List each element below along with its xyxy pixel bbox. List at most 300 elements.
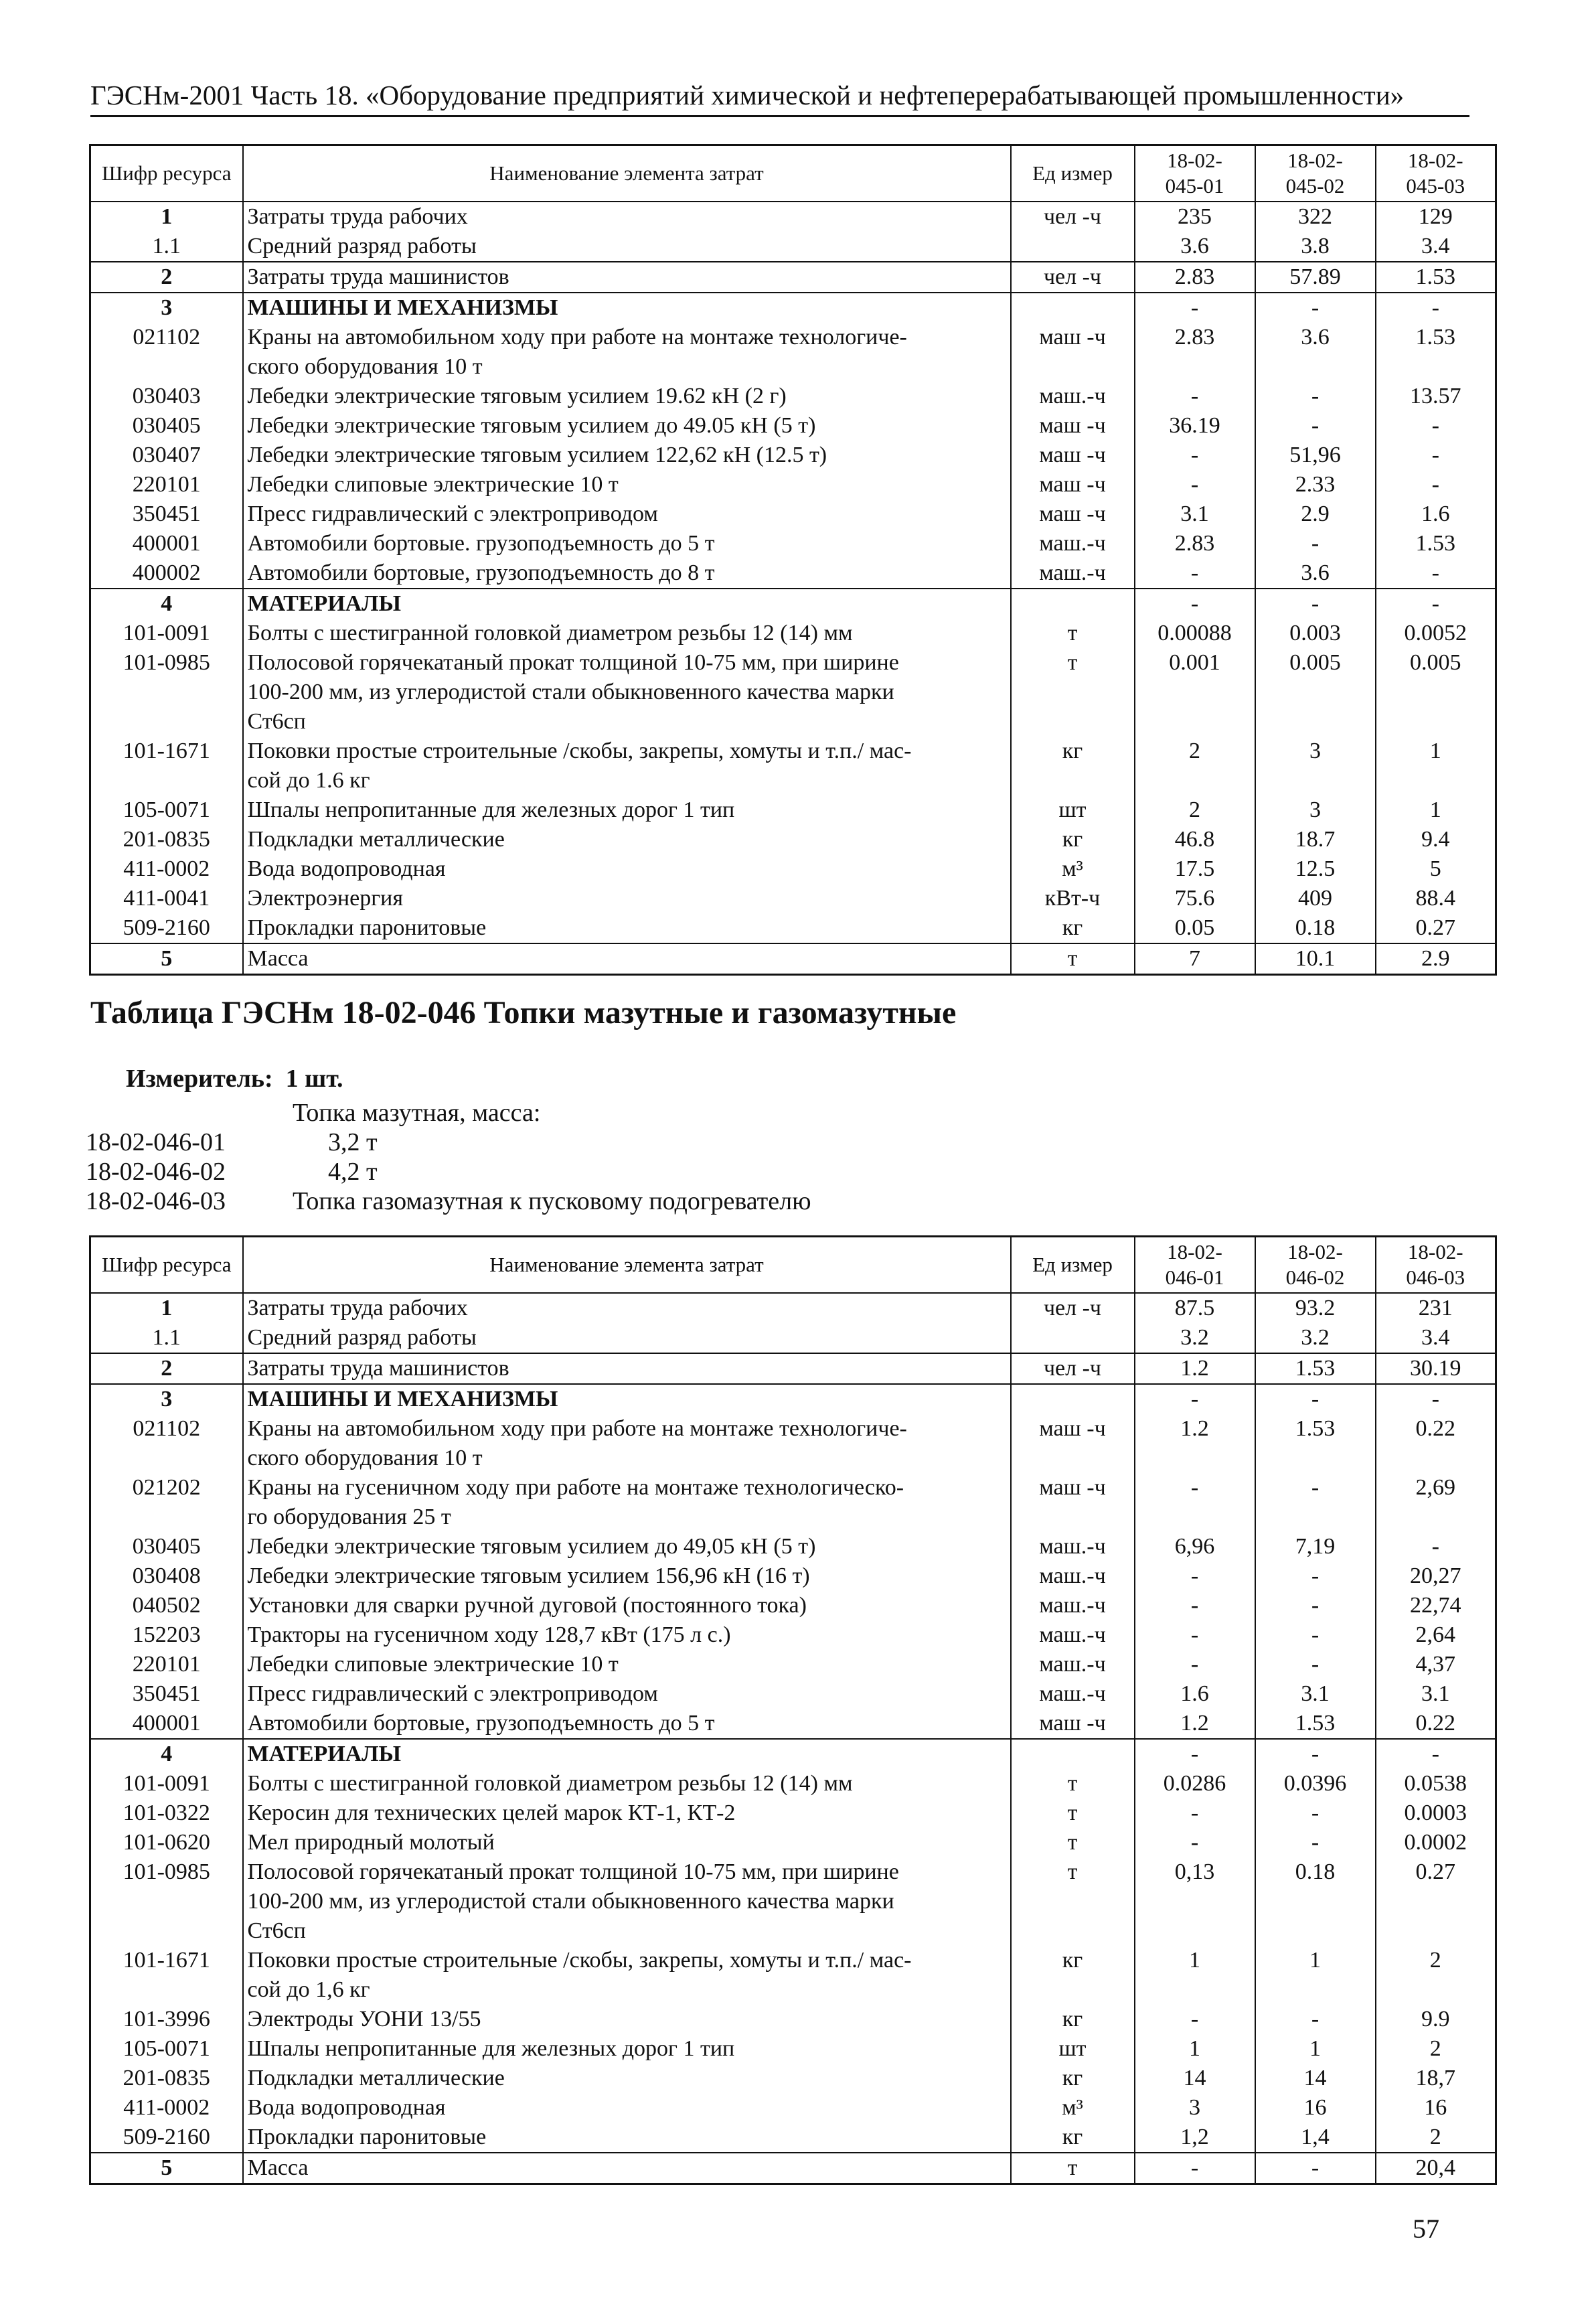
value-cell bbox=[1255, 1916, 1376, 1946]
table-row bbox=[90, 1414, 1496, 1444]
value-cell: 3.1 bbox=[1376, 1679, 1496, 1709]
table-row bbox=[90, 825, 1496, 854]
cost-element-name: Полосовой горячекатаный прокат толщиной 10-75 мм, при ширине bbox=[243, 648, 1011, 678]
cost-element-name: Шпалы непропитанные для железных дорог 1 тип bbox=[243, 2034, 1011, 2064]
table-row bbox=[90, 2123, 1496, 2153]
cost-element-name: Подкладки металлические bbox=[243, 2064, 1011, 2093]
resource-code: 101-0091 bbox=[90, 619, 243, 648]
resource-code: 400001 bbox=[90, 1709, 243, 1739]
table-row bbox=[90, 1916, 1496, 1946]
value-cell bbox=[1376, 1916, 1496, 1946]
value-cell: - bbox=[1135, 1650, 1255, 1679]
table-row bbox=[90, 1591, 1496, 1620]
table-row bbox=[90, 619, 1496, 648]
value-cell: - bbox=[1255, 1650, 1376, 1679]
cost-element-name: Электроэнергия bbox=[243, 884, 1011, 913]
cost-element-name: Установки для сварки ручной дуговой (постоянного тока) bbox=[243, 1591, 1011, 1620]
cost-element-name: Краны на автомобильном ходу при работе на монтаже технологиче- bbox=[243, 323, 1011, 352]
value-cell: - bbox=[1135, 441, 1255, 470]
cost-element-name: Мел природный молотый bbox=[243, 1828, 1011, 1857]
resource-code: 2 bbox=[90, 262, 243, 293]
col-head-1: 18-02- 045-01 bbox=[1135, 145, 1255, 202]
value-cell: 0.18 bbox=[1255, 1857, 1376, 1887]
resource-code: 400001 bbox=[90, 529, 243, 558]
value-cell: 0.003 bbox=[1255, 619, 1376, 648]
resource-code: 220101 bbox=[90, 470, 243, 500]
resource-code: 040502 bbox=[90, 1591, 243, 1620]
resource-code: 101-0091 bbox=[90, 1769, 243, 1798]
value-cell bbox=[1255, 1887, 1376, 1916]
variant-code: 18-02-046-02 bbox=[86, 1158, 226, 1186]
value-cell: 22,74 bbox=[1376, 1591, 1496, 1620]
value-cell: - bbox=[1255, 1798, 1376, 1828]
resource-code: 5 bbox=[90, 943, 243, 975]
cost-element-name: Краны на автомобильном ходу при работе на монтаже технологиче- bbox=[243, 1414, 1011, 1444]
value-cell: - bbox=[1135, 470, 1255, 500]
value-cell: 7,19 bbox=[1255, 1532, 1376, 1561]
unit-cell: т bbox=[1011, 943, 1135, 975]
value-cell: 18,7 bbox=[1376, 2064, 1496, 2093]
value-cell: 1.53 bbox=[1255, 1414, 1376, 1444]
cost-element-name: Поковки простые строительные /скобы, закрепы, хомуты и т.п./ мас- bbox=[243, 737, 1011, 766]
cost-element-name: Болты с шестигранной головкой диаметром резьбы 12 (14) мм bbox=[243, 1769, 1011, 1798]
table-row bbox=[90, 232, 1496, 262]
value-cell bbox=[1376, 1975, 1496, 2005]
value-cell: 1.53 bbox=[1376, 323, 1496, 352]
value-cell: 0.00088 bbox=[1135, 619, 1255, 648]
cost-element-name: Средний разряд работы bbox=[243, 1323, 1011, 1353]
col-head-code: Шифр ресурса bbox=[90, 1237, 243, 1294]
value-cell: - bbox=[1135, 589, 1255, 619]
unit-cell bbox=[1011, 293, 1135, 323]
resource-code: 411-0002 bbox=[90, 854, 243, 884]
cost-element-name: Ст6сп bbox=[243, 707, 1011, 737]
unit-cell: маш -ч bbox=[1011, 1473, 1135, 1503]
value-cell: 10.1 bbox=[1255, 943, 1376, 975]
table-row bbox=[90, 854, 1496, 884]
value-cell bbox=[1135, 707, 1255, 737]
value-cell: 20,27 bbox=[1376, 1561, 1496, 1591]
cost-element-name: Средний разряд работы bbox=[243, 232, 1011, 262]
table-row bbox=[90, 943, 1496, 975]
table-row bbox=[90, 1323, 1496, 1353]
resource-code bbox=[90, 1887, 243, 1916]
unit-cell: маш.-ч bbox=[1011, 1561, 1135, 1591]
resource-code: 030407 bbox=[90, 441, 243, 470]
value-cell: - bbox=[1255, 411, 1376, 441]
value-cell: 1 bbox=[1376, 737, 1496, 766]
value-cell: 231 bbox=[1376, 1293, 1496, 1323]
unit-cell bbox=[1011, 589, 1135, 619]
value-cell bbox=[1255, 1444, 1376, 1473]
resource-code: 1 bbox=[90, 1293, 243, 1323]
resource-table-045 bbox=[89, 144, 1497, 976]
table-row bbox=[90, 589, 1496, 619]
cost-element-name: Поковки простые строительные /скобы, закрепы, хомуты и т.п./ мас- bbox=[243, 1946, 1011, 1975]
value-cell: 3.1 bbox=[1255, 1679, 1376, 1709]
cost-element-name: Пресс гидравлический с электроприводом bbox=[243, 1679, 1011, 1709]
unit-cell: т bbox=[1011, 619, 1135, 648]
value-cell: 1 bbox=[1376, 795, 1496, 825]
value-cell bbox=[1135, 1444, 1255, 1473]
table-row bbox=[90, 2034, 1496, 2064]
value-cell: 14 bbox=[1255, 2064, 1376, 2093]
value-cell: 7 bbox=[1135, 943, 1255, 975]
unit-cell bbox=[1011, 1975, 1135, 2005]
value-cell: 0.22 bbox=[1376, 1709, 1496, 1739]
value-cell: - bbox=[1255, 1591, 1376, 1620]
resource-code: 021202 bbox=[90, 1473, 243, 1503]
value-cell: 3.6 bbox=[1135, 232, 1255, 262]
cost-element-name: Автомобили бортовые, грузоподъемность до 5 т bbox=[243, 1709, 1011, 1739]
unit-cell: чел -ч bbox=[1011, 1353, 1135, 1384]
value-cell: 1.6 bbox=[1135, 1679, 1255, 1709]
value-cell: 3 bbox=[1255, 737, 1376, 766]
value-cell: 3.4 bbox=[1376, 232, 1496, 262]
value-cell: 16 bbox=[1376, 2093, 1496, 2123]
value-cell: 0.22 bbox=[1376, 1414, 1496, 1444]
unit-cell bbox=[1011, 1323, 1135, 1353]
cost-element-name: Полосовой горячекатаный прокат толщиной 10-75 мм, при ширине bbox=[243, 1857, 1011, 1887]
value-cell: 2 bbox=[1376, 1946, 1496, 1975]
page-number: 57 bbox=[1413, 2214, 1439, 2244]
unit-cell bbox=[1011, 678, 1135, 707]
resource-code: 3 bbox=[90, 293, 243, 323]
value-cell bbox=[1135, 1887, 1255, 1916]
unit-cell: маш -ч bbox=[1011, 470, 1135, 500]
cost-element-name: Масса bbox=[243, 943, 1011, 975]
resource-code: 1.1 bbox=[90, 1323, 243, 1353]
cost-element-name: Лебедки электрические тяговым усилием 156,96 кН (16 т) bbox=[243, 1561, 1011, 1591]
cost-element-name: Болты с шестигранной головкой диаметром резьбы 12 (14) мм bbox=[243, 619, 1011, 648]
unit-cell: маш.-ч bbox=[1011, 1650, 1135, 1679]
value-cell: - bbox=[1255, 2153, 1376, 2184]
unit-cell: кг bbox=[1011, 2005, 1135, 2034]
value-cell: 30.19 bbox=[1376, 1353, 1496, 1384]
value-cell: 0.05 bbox=[1135, 913, 1255, 943]
cost-element-name: Прокладки паронитовые bbox=[243, 913, 1011, 943]
resource-code: 411-0002 bbox=[90, 2093, 243, 2123]
value-cell: 2.33 bbox=[1255, 470, 1376, 500]
unit-cell: кг bbox=[1011, 2064, 1135, 2093]
value-cell: 0.27 bbox=[1376, 1857, 1496, 1887]
variant-text: Топка газомазутная к пусковому подогревателю bbox=[293, 1187, 811, 1215]
resource-code: 030405 bbox=[90, 1532, 243, 1561]
table-row bbox=[90, 707, 1496, 737]
table-row bbox=[90, 1857, 1496, 1887]
value-cell: 0.0052 bbox=[1376, 619, 1496, 648]
resource-code: 152203 bbox=[90, 1620, 243, 1650]
value-cell bbox=[1255, 678, 1376, 707]
table-row bbox=[90, 441, 1496, 470]
value-cell bbox=[1376, 1444, 1496, 1473]
resource-code bbox=[90, 1916, 243, 1946]
col-head-2: 18-02- 045-02 bbox=[1255, 145, 1376, 202]
value-cell: 2 bbox=[1376, 2034, 1496, 2064]
unit-cell: м³ bbox=[1011, 854, 1135, 884]
value-cell: 6,96 bbox=[1135, 1532, 1255, 1561]
value-cell: 409 bbox=[1255, 884, 1376, 913]
resource-code: 509-2160 bbox=[90, 2123, 243, 2153]
resource-code: 101-0985 bbox=[90, 1857, 243, 1887]
col-head-unit: Ед измер bbox=[1011, 145, 1135, 202]
cost-element-name: Вода водопроводная bbox=[243, 854, 1011, 884]
resource-code: 5 bbox=[90, 2153, 243, 2184]
table-row bbox=[90, 2064, 1496, 2093]
value-cell: 1 bbox=[1255, 2034, 1376, 2064]
unit-cell: т bbox=[1011, 1798, 1135, 1828]
table-title: Таблица ГЭСНм 18-02-046 Топки мазутные и газомазутные bbox=[90, 995, 957, 1030]
resource-code: 3 bbox=[90, 1384, 243, 1414]
value-cell: - bbox=[1135, 1798, 1255, 1828]
unit-cell: маш.-ч bbox=[1011, 1591, 1135, 1620]
resource-code: 101-1671 bbox=[90, 737, 243, 766]
cost-element-name: Краны на гусеничном ходу при работе на монтаже технологическо- bbox=[243, 1473, 1011, 1503]
value-cell: 0.18 bbox=[1255, 913, 1376, 943]
value-cell: 13.57 bbox=[1376, 382, 1496, 411]
value-cell: 0.0396 bbox=[1255, 1769, 1376, 1798]
resource-code: 101-0620 bbox=[90, 1828, 243, 1857]
unit-cell: маш.-ч bbox=[1011, 1532, 1135, 1561]
value-cell: 0.005 bbox=[1376, 648, 1496, 678]
resource-code: 030408 bbox=[90, 1561, 243, 1591]
value-cell: 87.5 bbox=[1135, 1293, 1255, 1323]
resource-code bbox=[90, 678, 243, 707]
value-cell: - bbox=[1255, 1739, 1376, 1769]
resource-code: 021102 bbox=[90, 1414, 243, 1444]
measurement-unit: Измеритель: 1 шт. bbox=[126, 1065, 343, 1093]
value-cell: 3.2 bbox=[1255, 1323, 1376, 1353]
unit-cell: шт bbox=[1011, 2034, 1135, 2064]
value-cell: 129 bbox=[1376, 202, 1496, 232]
cost-element-name: Вода водопроводная bbox=[243, 2093, 1011, 2123]
value-cell: 3 bbox=[1135, 2093, 1255, 2123]
table-row bbox=[90, 1293, 1496, 1323]
resource-code: 350451 bbox=[90, 500, 243, 529]
col-head-3: 18-02- 045-03 bbox=[1376, 145, 1496, 202]
cost-element-name: Лебедки слиповые электрические 10 т bbox=[243, 470, 1011, 500]
unit-cell: маш -ч bbox=[1011, 411, 1135, 441]
value-cell: - bbox=[1376, 558, 1496, 589]
table-row bbox=[90, 795, 1496, 825]
value-cell: 0.0003 bbox=[1376, 1798, 1496, 1828]
cost-element-name: МАТЕРИАЛЫ bbox=[243, 1739, 1011, 1769]
table-row bbox=[90, 737, 1496, 766]
value-cell: 0.005 bbox=[1255, 648, 1376, 678]
value-cell bbox=[1255, 1503, 1376, 1532]
value-cell: 3 bbox=[1255, 795, 1376, 825]
resource-code bbox=[90, 707, 243, 737]
value-cell: 235 bbox=[1135, 202, 1255, 232]
unit-cell bbox=[1011, 1916, 1135, 1946]
cost-element-name: Прокладки паронитовые bbox=[243, 2123, 1011, 2153]
table-row bbox=[90, 1798, 1496, 1828]
value-cell: 1 bbox=[1135, 1946, 1255, 1975]
unit-cell: кг bbox=[1011, 1946, 1135, 1975]
table-row bbox=[90, 262, 1496, 293]
col-head-unit: Ед измер bbox=[1011, 1237, 1135, 1294]
resource-code: 400002 bbox=[90, 558, 243, 589]
value-cell: - bbox=[1135, 382, 1255, 411]
unit-cell: кг bbox=[1011, 737, 1135, 766]
value-cell: - bbox=[1135, 2005, 1255, 2034]
variant-code: 18-02-046-03 bbox=[86, 1187, 226, 1215]
resource-code bbox=[90, 1975, 243, 2005]
value-cell: 1 bbox=[1255, 1946, 1376, 1975]
unit-cell: кг bbox=[1011, 2123, 1135, 2153]
value-cell: 1,4 bbox=[1255, 2123, 1376, 2153]
value-cell: 2 bbox=[1376, 2123, 1496, 2153]
resource-code: 1.1 bbox=[90, 232, 243, 262]
value-cell bbox=[1376, 707, 1496, 737]
cost-element-name: Лебедки электрические тяговым усилием до 49,05 кН (5 т) bbox=[243, 1532, 1011, 1561]
table-row bbox=[90, 884, 1496, 913]
cost-element-name: Электроды УОНИ 13/55 bbox=[243, 2005, 1011, 2034]
value-cell: - bbox=[1135, 1739, 1255, 1769]
unit-cell bbox=[1011, 1384, 1135, 1414]
value-cell bbox=[1135, 1975, 1255, 2005]
variant-heading: Топка мазутная, масса: bbox=[293, 1099, 541, 1127]
cost-element-name: Масса bbox=[243, 2153, 1011, 2184]
value-cell: 3.1 bbox=[1135, 500, 1255, 529]
unit-cell: чел -ч bbox=[1011, 262, 1135, 293]
value-cell: 16 bbox=[1255, 2093, 1376, 2123]
cost-element-name: Лебедки электрические тяговым усилием 19.62 кН (2 г) bbox=[243, 382, 1011, 411]
unit-cell: шт bbox=[1011, 795, 1135, 825]
unit-cell: маш.-ч bbox=[1011, 1679, 1135, 1709]
resource-code: 105-0071 bbox=[90, 2034, 243, 2064]
unit-cell bbox=[1011, 232, 1135, 262]
unit-cell: кг bbox=[1011, 913, 1135, 943]
cost-element-name: 100-200 мм, из углеродистой стали обыкновенного качества марки bbox=[243, 678, 1011, 707]
table-row bbox=[90, 2005, 1496, 2034]
value-cell: 17.5 bbox=[1135, 854, 1255, 884]
table-row bbox=[90, 1828, 1496, 1857]
value-cell: 0.0538 bbox=[1376, 1769, 1496, 1798]
table-row bbox=[90, 1739, 1496, 1769]
value-cell: 9.4 bbox=[1376, 825, 1496, 854]
value-cell: 4,37 bbox=[1376, 1650, 1496, 1679]
resource-code: 030403 bbox=[90, 382, 243, 411]
value-cell bbox=[1376, 1887, 1496, 1916]
value-cell: 51,96 bbox=[1255, 441, 1376, 470]
unit-cell: маш -ч bbox=[1011, 323, 1135, 352]
unit-cell bbox=[1011, 766, 1135, 795]
value-cell: - bbox=[1135, 1473, 1255, 1503]
value-cell bbox=[1376, 352, 1496, 382]
cost-element-name: Затраты труда машинистов bbox=[243, 262, 1011, 293]
unit-cell: т bbox=[1011, 2153, 1135, 2184]
resource-code: 4 bbox=[90, 589, 243, 619]
value-cell: - bbox=[1376, 589, 1496, 619]
cost-element-name: МАШИНЫ И МЕХАНИЗМЫ bbox=[243, 293, 1011, 323]
col-head-code: Шифр ресурса bbox=[90, 145, 243, 202]
table-row bbox=[90, 678, 1496, 707]
resource-code: 201-0835 bbox=[90, 825, 243, 854]
value-cell: - bbox=[1135, 558, 1255, 589]
value-cell: - bbox=[1376, 1739, 1496, 1769]
value-cell: 3.8 bbox=[1255, 232, 1376, 262]
unit-cell: чел -ч bbox=[1011, 202, 1135, 232]
value-cell: 0.0002 bbox=[1376, 1828, 1496, 1857]
unit-cell: т bbox=[1011, 648, 1135, 678]
value-cell: - bbox=[1376, 1384, 1496, 1414]
resource-code: 101-0322 bbox=[90, 1798, 243, 1828]
value-cell: - bbox=[1376, 411, 1496, 441]
value-cell: 0.001 bbox=[1135, 648, 1255, 678]
value-cell bbox=[1376, 1503, 1496, 1532]
resource-table-046 bbox=[89, 1235, 1497, 2185]
resource-code: 1 bbox=[90, 202, 243, 232]
unit-cell: маш.-ч bbox=[1011, 1620, 1135, 1650]
value-cell: 0.0286 bbox=[1135, 1769, 1255, 1798]
cost-element-name: Ст6сп bbox=[243, 1916, 1011, 1946]
value-cell: 1.2 bbox=[1135, 1353, 1255, 1384]
resource-code: 2 bbox=[90, 1353, 243, 1384]
value-cell: 5 bbox=[1376, 854, 1496, 884]
cost-element-name: Лебедки электрические тяговым усилием до 49.05 кН (5 т) bbox=[243, 411, 1011, 441]
value-cell: 1.6 bbox=[1376, 500, 1496, 529]
unit-cell bbox=[1011, 1739, 1135, 1769]
value-cell: 20,4 bbox=[1376, 2153, 1496, 2184]
value-cell: - bbox=[1376, 441, 1496, 470]
value-cell bbox=[1255, 707, 1376, 737]
table-row bbox=[90, 1353, 1496, 1384]
value-cell: - bbox=[1255, 382, 1376, 411]
resource-code: 4 bbox=[90, 1739, 243, 1769]
page-header: ГЭСНм-2001 Часть 18. «Оборудование предприятий химической и нефтеперерабатывающей промышленности» bbox=[90, 79, 1469, 117]
col-head-name: Наименование элемента затрат bbox=[243, 145, 1011, 202]
cost-element-name: ского оборудования 10 т bbox=[243, 1444, 1011, 1473]
value-cell: 1.53 bbox=[1255, 1353, 1376, 1384]
value-cell: 1 bbox=[1135, 2034, 1255, 2064]
table-row bbox=[90, 2153, 1496, 2184]
table-row bbox=[90, 558, 1496, 589]
value-cell: - bbox=[1135, 1384, 1255, 1414]
unit-cell: маш -ч bbox=[1011, 441, 1135, 470]
resource-code: 101-3996 bbox=[90, 2005, 243, 2034]
table-row bbox=[90, 1769, 1496, 1798]
value-cell: - bbox=[1255, 529, 1376, 558]
unit-cell: маш.-ч bbox=[1011, 382, 1135, 411]
value-cell: 0,13 bbox=[1135, 1857, 1255, 1887]
cost-element-name: ского оборудования 10 т bbox=[243, 352, 1011, 382]
value-cell: 2 bbox=[1135, 737, 1255, 766]
resource-code bbox=[90, 352, 243, 382]
cost-element-name: Лебедки слиповые электрические 10 т bbox=[243, 1650, 1011, 1679]
table-row bbox=[90, 766, 1496, 795]
value-cell: 3.6 bbox=[1255, 323, 1376, 352]
unit-cell: чел -ч bbox=[1011, 1293, 1135, 1323]
value-cell: 3.4 bbox=[1376, 1323, 1496, 1353]
col-head-name: Наименование элемента затрат bbox=[243, 1237, 1011, 1294]
table-row bbox=[90, 648, 1496, 678]
table-row bbox=[90, 1650, 1496, 1679]
cost-element-name: сой до 1,6 кг bbox=[243, 1975, 1011, 2005]
table-row bbox=[90, 529, 1496, 558]
resource-code: 101-1671 bbox=[90, 1946, 243, 1975]
value-cell: 2.83 bbox=[1135, 262, 1255, 293]
unit-cell: т bbox=[1011, 1857, 1135, 1887]
unit-cell bbox=[1011, 352, 1135, 382]
table-row bbox=[90, 293, 1496, 323]
value-cell: 2,64 bbox=[1376, 1620, 1496, 1650]
value-cell: 322 bbox=[1255, 202, 1376, 232]
cost-element-name: сой до 1.6 кг bbox=[243, 766, 1011, 795]
resource-code: 220101 bbox=[90, 1650, 243, 1679]
unit-cell bbox=[1011, 1444, 1135, 1473]
resource-code: 105-0071 bbox=[90, 795, 243, 825]
